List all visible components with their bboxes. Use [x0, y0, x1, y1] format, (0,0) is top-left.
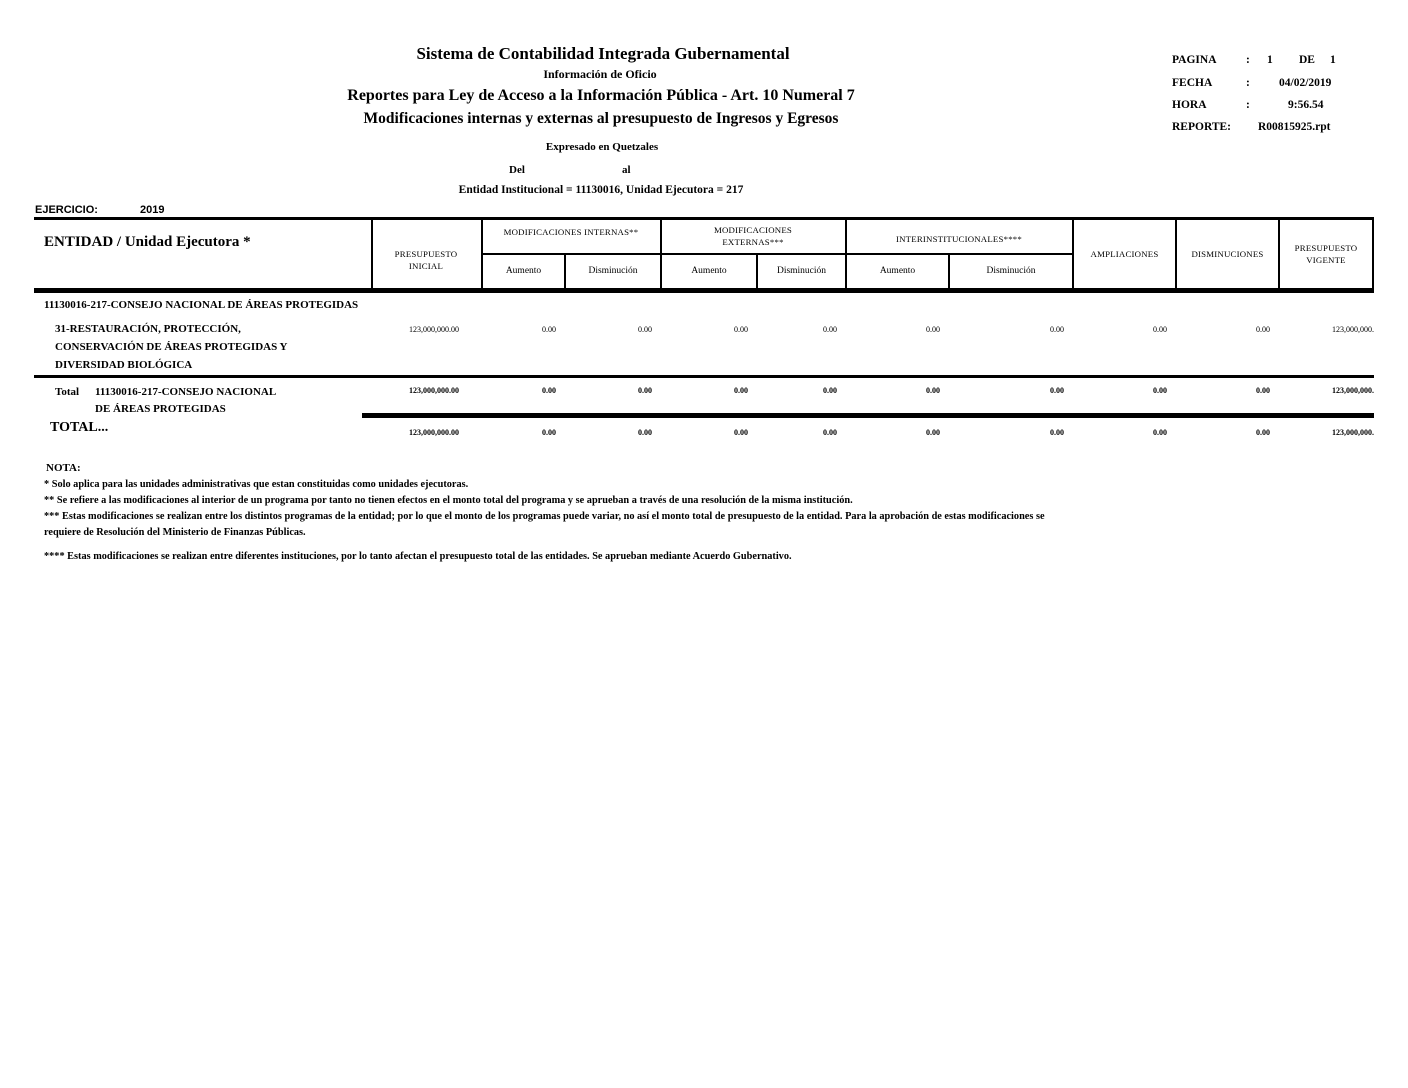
cell-presupuesto-vigente: 123,000,000.: [1332, 428, 1374, 437]
note-2: ** Se refiere a las modificaciones al interior de un programa por tanto no tienen efectos en el monto total del programa y se aprueban a través de una resolución de la misma institución.: [44, 495, 853, 506]
cell-ii-aumento: 0.00: [926, 428, 940, 437]
note-1: * Solo aplica para las unidades administrativas que estan constituidas como unidades ejecutoras.: [44, 479, 469, 490]
cell-me-disminucion: 0.00: [823, 325, 837, 334]
cell-ii-disminucion: 0.00: [1050, 428, 1064, 437]
cell-disminuciones: 0.00: [1256, 325, 1270, 334]
hora-colon: :: [1246, 99, 1250, 111]
report-page: Sistema de Contabilidad Integrada Gubernamental Información de Oficio Reportes para Ley de Acceso a la Información Pública - Art. 10 Numeral 7 Modificaciones internas y externas al presupuesto de Ingresos y Egresos Expresado en Quetzales Del al Entidad Institucional = 11130016, Unidad Ejecutora = 217 PAGINA : 1 DE 1 FECHA : 04/02/2019 HORA : 9:56.54 REPORTE: R00815925.rpt EJERCICIO: 2019 ENTIDAD / Unidad Ejecutora * PRESUPUESTO INICIAL MODIFICACIONES INTERNAS** MODIFICACIONES EXTERNAS*** INTERINSTITUCIONALES**** Aumento Disminución Aumento Disminución Aumento Disminución AMPLIACIONES DISMINUCIONES PRESUPUESTO VIGENTE 11130016-217-CONSEJO NACIONAL DE ÁREAS PROTEGIDAS 31-RESTAURACIÓN, PROTECCIÓN, CONSERVACIÓN DE ÁREAS PROTEGIDAS Y DIVERSIDAD BIOLÓGICA 123,000,000.00 0.00 0.00 0.00 0.00 0.00 0.00 0.00 0.00 123,000,000. Total 11130016-217-CONSEJO NACIONAL DE ÁREAS PROTEGIDAS 123,000,000.00 0.00 0.00 0.00 0.00 0.00 0.00 0.00 0.00 123,000,000. TOTAL... 123,000,000.00 0.00 0.00 0.00 0.00 0.00 0.00 0.00 0.00 123,000,000. NOTA: * Solo aplica para las unidades administrativas que estan constituidas como unidades ejecutoras. ** Se refiere a las modificaciones al interior de un programa por tanto no tienen efectos en el monto total del programa y se aprueban a través de una resolución de la misma institución. *** Estas modificaciones se realizan entre los distintos programas de la entidad; por lo que el monto de los programas puede variar, no así el monto total de presupuesto de la entidad. Para la aprobación de estas modificaciones se requiere de Resolución del Ministerio de Finanzas Públicas. **** Estas modificaciones se realizan entre diferentes instituciones, por lo tanto afectan el presupuesto total de las entidades. Se aprueban mediante Acuerdo Gubernativo.: [0, 0, 1408, 1088]
hora-label: HORA: [1172, 99, 1207, 111]
table-top-border: [34, 217, 1374, 220]
group-divider: [481, 253, 1074, 255]
mod-internas-header: MODIFICACIONES INTERNAS**: [503, 227, 639, 237]
report-law-title: Reportes para Ley de Acceso a la Información Pública - Art. 10 Numeral 7: [347, 87, 855, 104]
cell-mi-aumento: 0.00: [542, 325, 556, 334]
cell-mi-disminucion: 0.00: [638, 386, 652, 395]
program-row-values: [34, 325, 1374, 335]
date-from-label: Del: [509, 164, 525, 176]
fecha-label: FECHA: [1172, 77, 1213, 89]
cell-ii-aumento: 0.00: [926, 325, 940, 334]
fecha-value: 04/02/2019: [1279, 77, 1332, 89]
spacer: [34, 325, 371, 335]
grand-total-values: [34, 428, 1374, 438]
cell-presupuesto-vigente: 123,000,000.: [1332, 325, 1374, 334]
cell-presupuesto-inicial: 123,000,000.00: [409, 386, 459, 395]
pagina-label: PAGINA: [1172, 54, 1217, 66]
entity-filter-line: Entidad Institucional = 11130016, Unidad Ejecutora = 217: [458, 184, 744, 196]
presupuesto-vigente-header: PRESUPUESTO VIGENTE: [1294, 243, 1358, 265]
mod-externas-header: MODIFICACIONES EXTERNAS***: [713, 225, 793, 247]
cell-mi-disminucion: 0.00: [638, 428, 652, 437]
entity-column-header: ENTIDAD / Unidad Ejecutora *: [44, 234, 251, 250]
report-title: Sistema de Contabilidad Integrada Gubernamental: [416, 44, 790, 63]
me-aumento-header: Aumento: [691, 266, 727, 276]
ii-disminucion-header: Disminución: [986, 266, 1036, 276]
note-4: **** Estas modificaciones se realizan entre diferentes instituciones, por lo tanto afectan el presupuesto total de las entidades. Se aprueban mediante Acuerdo Gubernativo.: [44, 551, 792, 562]
spacer: [34, 386, 371, 396]
pagina-total: 1: [1330, 54, 1336, 66]
pagina-number: 1: [1267, 54, 1273, 66]
row-separator-line: [34, 375, 1374, 378]
cell-me-aumento: 0.00: [734, 386, 748, 395]
cell-presupuesto-vigente: 123,000,000.: [1332, 386, 1374, 395]
total-separator-line: [362, 413, 1374, 418]
hora-value: 9:56.54: [1288, 99, 1324, 111]
cell-disminuciones: 0.00: [1256, 428, 1270, 437]
mi-aumento-header: Aumento: [505, 266, 542, 276]
cell-me-aumento: 0.00: [734, 428, 748, 437]
grand-total-label: TOTAL...: [50, 420, 109, 435]
cell-ampliaciones: 0.00: [1153, 428, 1167, 437]
cell-mi-aumento: 0.00: [542, 428, 556, 437]
cell-ampliaciones: 0.00: [1153, 325, 1167, 334]
fecha-colon: :: [1246, 77, 1250, 89]
cell-ii-disminucion: 0.00: [1050, 386, 1064, 395]
notes-title: NOTA:: [46, 462, 81, 474]
cell-presupuesto-inicial: 123,000,000.00: [409, 428, 459, 437]
ampliaciones-header: AMPLIACIONES: [1090, 249, 1159, 259]
date-to-label: al: [622, 164, 631, 176]
cell-me-disminucion: 0.00: [823, 386, 837, 395]
reporte-label: REPORTE:: [1172, 121, 1232, 133]
col-border: [371, 217, 373, 291]
me-disminucion-header: Disminución: [776, 266, 827, 276]
entity-row-label: 11130016-217-CONSEJO NACIONAL DE ÁREAS PROTEGIDAS: [44, 299, 359, 311]
col-border: [1372, 217, 1374, 291]
disminuciones-header: DISMINUCIONES: [1191, 249, 1264, 259]
cell-ampliaciones: 0.00: [1153, 386, 1167, 395]
report-subtitle: Información de Oficio: [543, 67, 657, 81]
note-3-line-2: requiere de Resolución del Ministerio de Finanzas Públicas.: [44, 527, 306, 538]
header-bottom-border: [34, 288, 1374, 293]
cell-ii-aumento: 0.00: [926, 386, 940, 395]
reporte-value: R00815925.rpt: [1258, 121, 1331, 133]
presupuesto-inicial-header: PRESUPUESTO INICIAL: [394, 249, 458, 271]
cell-presupuesto-inicial: 123,000,000.00: [409, 325, 459, 334]
ejercicio-value: 2019: [140, 204, 165, 216]
cell-ii-disminucion: 0.00: [1050, 325, 1064, 334]
cell-me-aumento: 0.00: [734, 325, 748, 334]
pagina-de-label: DE: [1299, 54, 1315, 66]
spacer: [34, 428, 371, 438]
cell-mi-disminucion: 0.00: [638, 325, 652, 334]
currency-note: Expresado en Quetzales: [545, 141, 659, 153]
cell-me-disminucion: 0.00: [823, 428, 837, 437]
mi-disminucion-header: Disminución: [588, 266, 638, 276]
total-prefix: Total: [55, 386, 80, 398]
cell-mi-aumento: 0.00: [542, 386, 556, 395]
note-3-line-1: *** Estas modificaciones se realizan entre los distintos programas de la entidad; por lo que el monto de los programas puede variar, no así el monto total de presupuesto de la entidad. Para la aprobación de estas modificaciones se: [44, 511, 1045, 522]
interinstitucionales-header: INTERINSTITUCIONALES****: [896, 234, 1022, 244]
cell-disminuciones: 0.00: [1256, 386, 1270, 395]
pagina-colon: :: [1246, 54, 1250, 66]
total-row-values: [34, 386, 1374, 396]
ii-aumento-header: Aumento: [879, 266, 916, 276]
ejercicio-label: EJERCICIO:: [35, 204, 98, 216]
report-modifications-title: Modificaciones internas y externas al presupuesto de Ingresos y Egresos: [363, 110, 839, 127]
